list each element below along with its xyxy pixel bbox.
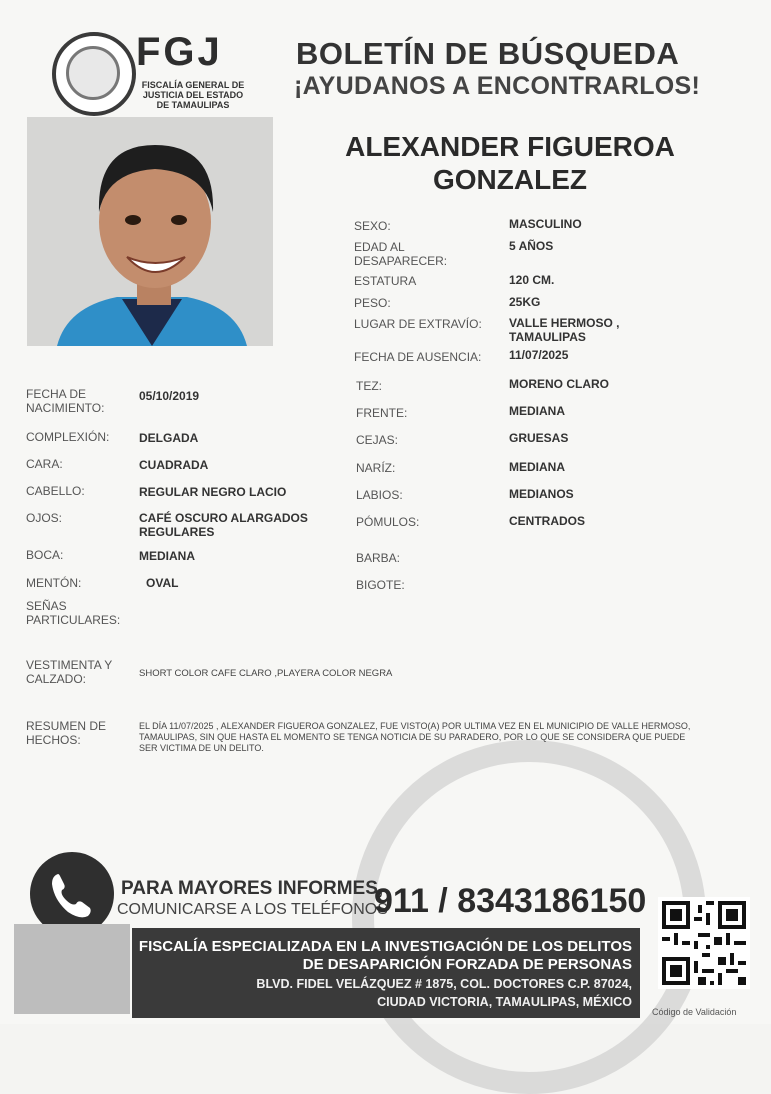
distinguishing-marks-label: SEÑAS PARTICULARES: <box>26 599 121 627</box>
height-value: 120 CM. <box>509 273 555 287</box>
person-name: ALEXANDER FIGUEROA GONZALEZ <box>345 131 675 195</box>
missing-person-photo <box>27 117 273 346</box>
mouth-value: MEDIANA <box>139 549 195 563</box>
beard-label: BARBA: <box>356 551 401 565</box>
build-label: COMPLEXIÓN: <box>26 430 110 444</box>
sex-value: MASCULINO <box>509 217 582 231</box>
birthdate-value: 05/10/2019 <box>139 389 200 403</box>
footer-gray-band <box>14 924 130 1014</box>
face-label: CARA: <box>26 457 63 471</box>
info-subheading: COMUNICARSE A LOS TELÉFONOS <box>117 901 388 918</box>
agency-address <box>132 975 632 1011</box>
absence-date-label: FECHA DE AUSENCIA: <box>354 350 482 364</box>
complexion-tone-label: TEZ: <box>356 379 382 393</box>
chin-label: MENTÓN: <box>26 576 82 590</box>
summary-label: RESUMEN DE HECHOS: <box>26 719 107 747</box>
weight-label: PESO: <box>354 296 391 310</box>
cheekbones-label: PÓMULOS: <box>356 515 420 529</box>
location-value: VALLE HERMOSO , TAMAULIPAS <box>509 316 620 344</box>
cheekbones-value: CENTRADOS <box>509 514 586 528</box>
chin-value: OVAL <box>146 576 179 590</box>
info-heading: PARA MAYORES INFORMES, <box>121 878 384 899</box>
complexion-tone-value: MORENO CLARO <box>509 377 609 391</box>
clothing-label: VESTIMENTA Y CALZADO: <box>26 658 113 686</box>
weight-value: 25KG <box>509 295 541 309</box>
hair-value: REGULAR NEGRO LACIO <box>139 485 287 499</box>
qr-code[interactable] <box>658 897 750 989</box>
eyebrows-value: GRUESAS <box>509 431 569 445</box>
build-value: DELGADA <box>139 431 199 445</box>
bulletin-subtitle: ¡AYUDANOS A ENCONTRARLOS! <box>294 72 701 100</box>
lips-label: LABIOS: <box>356 488 403 502</box>
nose-value: MEDIANA <box>509 460 565 474</box>
location-label: LUGAR DE EXTRAVÍO: <box>354 317 482 331</box>
address-line-2: CIUDAD VICTORIA, TAMAULIPAS, MÉXICO <box>377 995 632 1009</box>
summary-text: EL DÍA 11/07/2025 , ALEXANDER FIGUEROA GONZALEZ, FUE VISTO(A) POR ULTIMA VEZ EN EL MUNICIPIO DE VALLE HERMOSO, TAMAULIPAS, SIN QUE HASTA EL MOMENTO SE TENGA NOTICIA DE SU PARADERO, POR LO QUE SE CONSIDERA QUE PUEDE SER VICTIMA DE UN DELITO. <box>139 721 691 753</box>
qr-label: Código de Validación <box>652 1007 737 1017</box>
address-line-1: BLVD. FIDEL VELÁZQUEZ # 1875, COL. DOCTORES C.P. 87024, <box>256 977 632 991</box>
nose-label: NARÍZ: <box>356 461 396 475</box>
eyebrows-label: CEJAS: <box>356 433 399 447</box>
mustache-label: BIGOTE: <box>356 578 405 592</box>
birthdate-label: FECHA DE NACIMIENTO: <box>26 387 105 415</box>
clothing-value: SHORT COLOR CAFE CLARO ,PLAYERA COLOR NEGRA <box>139 668 393 679</box>
forehead-label: FRENTE: <box>356 406 408 420</box>
mouth-label: BOCA: <box>26 548 64 562</box>
fgj-logo-text: FGJ <box>136 30 223 74</box>
eyes-value: CAFÉ OSCURO ALARGADOS REGULARES <box>139 511 308 539</box>
forehead-value: MEDIANA <box>509 404 565 418</box>
bulletin-title: BOLETÍN DE BÚSQUEDA <box>296 36 680 71</box>
height-label: ESTATURA <box>354 274 417 288</box>
eyes-label: OJOS: <box>26 511 63 525</box>
age-label: EDAD AL DESAPARECER: <box>354 240 448 268</box>
fgj-seal-logo <box>52 32 136 116</box>
hair-label: CABELLO: <box>26 484 85 498</box>
age-value: 5 AÑOS <box>509 239 554 253</box>
sex-label: SEXO: <box>354 219 391 233</box>
face-value: CUADRADA <box>139 458 209 472</box>
agency-name: FISCALÍA ESPECIALIZADA EN LA INVESTIGACIÓN DE LOS DELITOS DE DESAPARICIÓN FORZADA DE PERSONAS <box>138 938 632 973</box>
absence-date-value: 11/07/2025 <box>509 348 569 362</box>
fgj-logo-subtitle: FISCALÍA GENERAL DE JUSTICIA DEL ESTADO DE TAMAULIPAS <box>141 80 245 110</box>
lips-value: MEDIANOS <box>509 487 574 501</box>
phone-numbers[interactable]: 911 / 8343186150 <box>374 882 647 920</box>
